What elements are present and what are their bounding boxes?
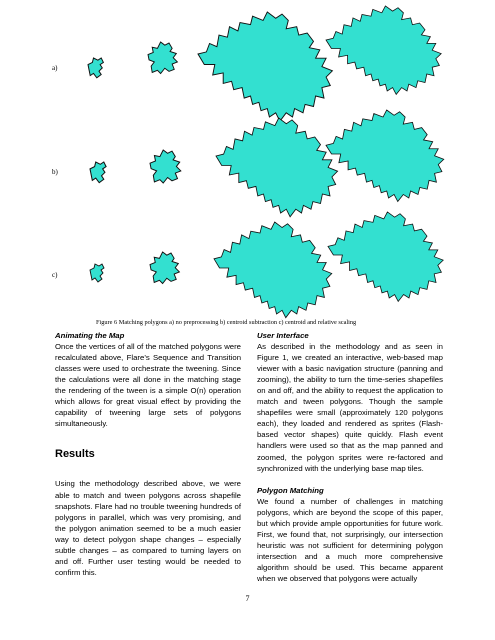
animating-heading: Animating the Map: [55, 331, 125, 340]
row-label-b: b): [52, 168, 58, 176]
row-b-medium-polygon: [216, 118, 338, 217]
animating-paragraph: Once the vertices of all of the matched polygons were recalculated above, Flare’s Sequence and Transition classes were used to orchestrate the tweening. Since the calculations were all done in the matching stage the rendering of the tween is a simple O(n) operation which allows for great visual effect by providing the capability of tweening large sets of polygons simultaneously.: [55, 342, 241, 429]
row-b-tiny-polygon: [90, 162, 106, 183]
row-b-small-polygon: [150, 150, 181, 183]
right-column: [257, 330, 443, 584]
user-interface-paragraph: As described in the methodology and as seen in Figure 1, we created an interactive, web-based map viewer with a basic navigation structure (panning and zooming), the ability to turn the time-series shapefiles on and off, and the ability to request the application to match and tween polygons. Though the sample shapefiles were small (approximately 120 polygons each), they loaded and rendered as sprites (Flash-based vector shapes) quite quickly. Flash event handlers were used so that as the map panned and zoomed, the polygon sprites were re-factored and synchronized with the underlying base map tiles.: [257, 342, 443, 473]
left-column: [55, 330, 241, 578]
row-a-tiny-polygon: [88, 58, 103, 78]
row-c-medium-polygon: [214, 222, 332, 318]
figure-caption: Figure 6 Matching polygons a) no preprocessing b) centroid subtraction c) centroid and relative scaling: [96, 319, 357, 326]
row-a-large-polygon: [326, 6, 441, 94]
row-c-small-polygon: [150, 252, 179, 284]
results-heading: Results: [55, 448, 95, 461]
row-b-polygons: [90, 110, 444, 217]
row-c-large-polygon: [328, 212, 443, 301]
polygon-matching-heading: Polygon Matching: [257, 485, 324, 495]
row-label-c: c): [52, 271, 58, 279]
results-paragraph: Using the methodology described above, we were able to match and tween polygons across shapefile snapshots. Flare had no trouble tweening hundreds of polygons in parallel, which was very promising, and the polygon animation seemed to be a much easier way to detect polygon shape changes – especially subtle changes – as compared to turning layers on and off. Further user testing would be needed to confirm this.: [55, 479, 241, 577]
row-b-large-polygon: [326, 110, 444, 202]
row-a-small-polygon: [148, 42, 177, 74]
row-c-polygons: [90, 212, 443, 318]
row-c-tiny-polygon: [90, 264, 104, 282]
row-label-a: a): [52, 64, 58, 72]
row-a-polygons: [88, 6, 441, 121]
page-number: 7: [245, 594, 250, 603]
user-interface-heading: User Interface: [257, 331, 309, 340]
row-a-medium-polygon: [198, 12, 332, 121]
polygon-matching-paragraph: We found a number of challenges in matching polygons, which are beyond the scope of this paper, but which provide ample opportunities for future work. First, we found that, not surprisingly, our intersection heuristic was not sufficient for determining polygon intersection and a much more comprehensive algorithm should be used. This became apparent when we observed that polygons were actually: [257, 496, 443, 583]
